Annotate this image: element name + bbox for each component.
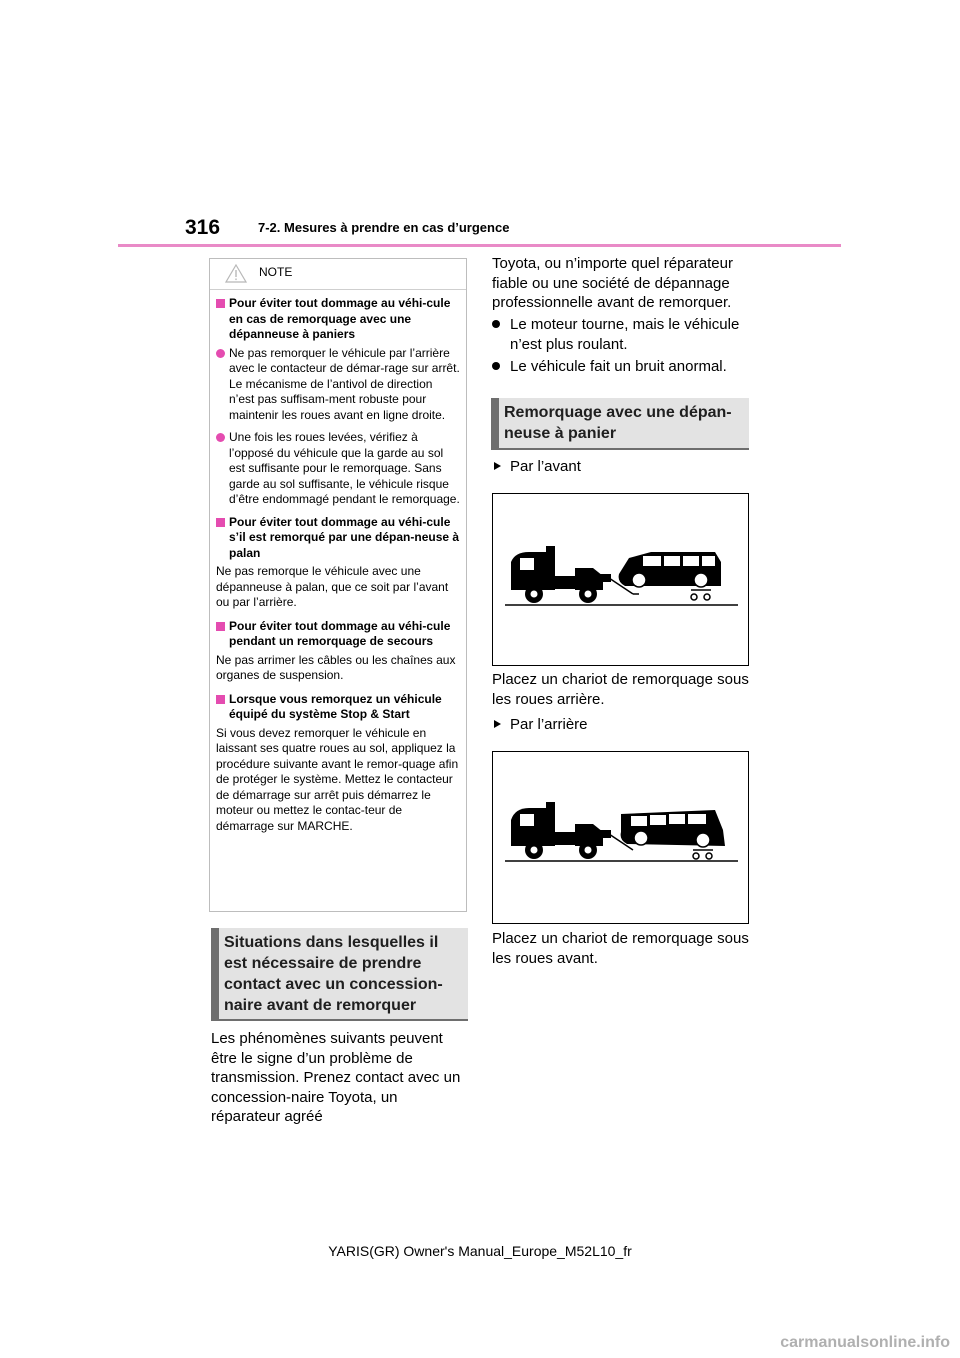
note-text: Si vous devez remorquer le véhicule en laissant ses quatre roues au sol, appliquez la procédure suivante avant le remor-quage afin de protéger le système. Mettez le contacteur de démarrage sur arrêt puis démarrez le moteur ou mettez le contac-teur de démarrage sur MARCHE.: [216, 725, 459, 833]
tow-direction-front: Par l’avant: [492, 457, 768, 477]
note-box: [209, 258, 467, 912]
note-heading: Pour éviter tout dommage au véhi-cule pendant un remorquage de secours: [216, 619, 460, 650]
tow-truck-rear-image: [493, 752, 748, 923]
note-label: NOTE: [259, 265, 293, 279]
note-header: [210, 259, 466, 290]
note-heading: Pour éviter tout dommage au véhi-cule en cas de remorquage avec une dépanneuse à paniers: [216, 296, 460, 343]
watermark: carmanualsonline.info: [780, 1334, 950, 1351]
tow-rear-caption: Placez un chariot de remorquage sous les roues avant.: [492, 930, 749, 967]
manual-title: YARIS(GR) Owner's Manual_Europe_M52L10_fr: [328, 1243, 632, 1259]
tow-direction-rear: Par l’arrière: [492, 715, 768, 735]
note-text: Ne pas arrimer les câbles ou les chaînes aux organes de suspension.: [216, 652, 456, 682]
tow-front-caption: Placez un chariot de remorquage sous les roues arrière.: [492, 671, 749, 708]
note-heading: Pour éviter tout dommage au véhi-cule s’il est remorqué par une dépan-neuse à palan: [216, 515, 460, 562]
tow-rear-illustration: [492, 751, 749, 924]
note-bullet: Une fois les roues levées, vérifiez à l’opposé du véhicule que la garde au sol est suffisante pour le remorquage. Sans garde au sol suffisante, le véhicule risque d’être endommagé pendant le remorquage.: [216, 430, 460, 508]
warning-triangle-icon: [225, 264, 247, 283]
situations-bullet: Le véhicule fait un bruit anormal.: [492, 357, 768, 377]
note-text: Ne pas remorque le véhicule avec une dépanneuse à palan, que ce soit par l’avant ou par l’arrière.: [216, 564, 449, 609]
situations-intro: Les phénomènes suivants peuvent être le signe d’un problème de transmission. Prenez contact avec un concession-naire Toyota, un réparateur agréé: [211, 1030, 461, 1125]
situations-continuation: Toyota, ou n’importe quel réparateur fiable ou une société de dépannage professionnelle avant de remorquer.: [492, 255, 733, 311]
note-heading: Lorsque vous remorquez un véhicule équipé du système Stop & Start: [216, 692, 460, 723]
basket-heading: Remorquage avec une dépan-neuse à panier: [491, 398, 749, 450]
page-number: 316: [185, 216, 221, 239]
tow-truck-front-image: [493, 494, 748, 665]
note-bullet: Ne pas remorquer le véhicule par l’arrière avec le contacteur de démar-rage sur arrêt. Le mécanisme de l’antivol de direction n’est pas suffisam-ment robuste pour maintenir les roues avant en ligne droite.: [216, 346, 460, 424]
section-title: 7-2. Mesures à prendre en cas d’urgence: [258, 220, 510, 235]
tow-front-illustration: [492, 493, 749, 666]
situations-bullet: Le moteur tourne, mais le véhicule n’est plus roulant.: [492, 315, 768, 354]
header-rule: [118, 244, 841, 247]
situations-heading: Situations dans lesquelles il est nécessaire de prendre contact avec un concession-naire avant de remorquer: [211, 928, 468, 1021]
